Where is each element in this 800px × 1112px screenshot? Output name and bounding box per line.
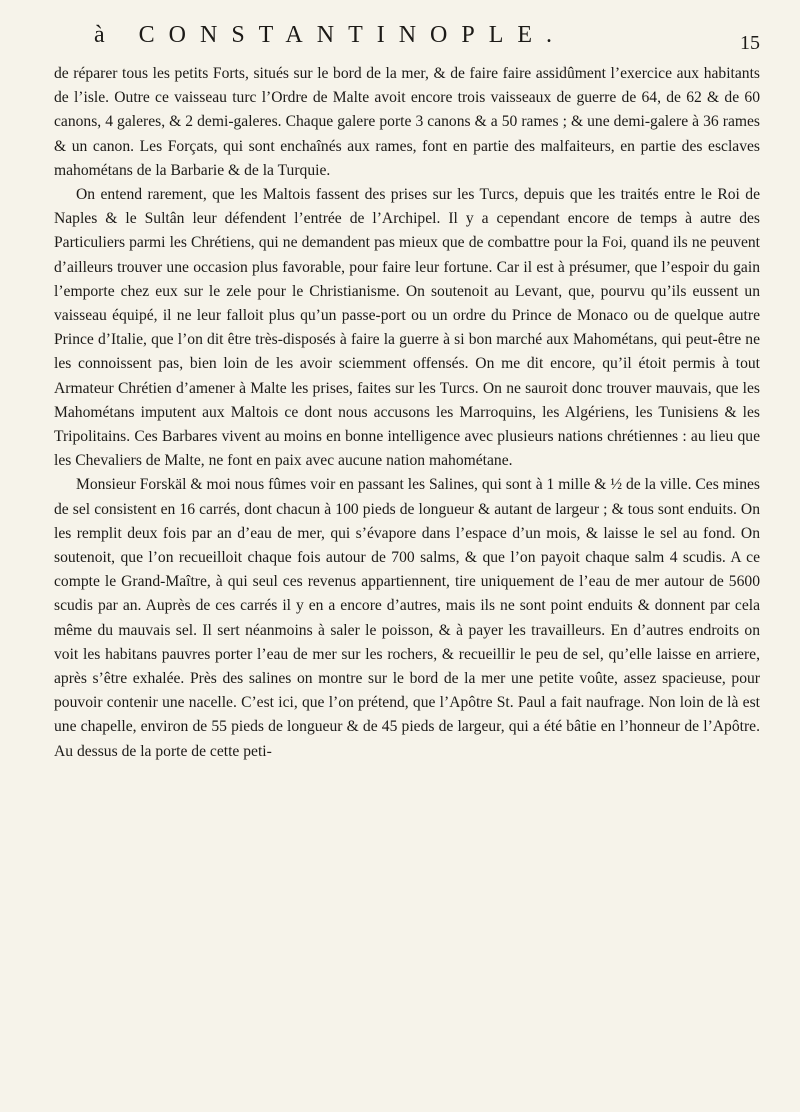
paragraph-1: de réparer tous les petits Forts, situés sur le bord de la mer, & de faire faire assidûment l’exercice aux habitants de l’isle. Outre ce vaisseau turc l’Ordre de Malte avoit encore trois vaisseaux de guerre de 64, de 62 & de 60 canons, 4 galeres, & 2 demi-galeres. Chaque galere porte 3 canons & a 50 rames ; & une demi-galere à 36 rames & un canon. Les Forçats, qui sont enchaînés aux rames, font en partie des malfaiteurs, en partie des esclaves mahométans de la Barbarie & de la Turquie. [54,65,760,179]
body-text [54,62,760,764]
paragraph-2: On entend rarement, que les Maltois fassent des prises sur les Turcs, depuis que les traités entre le Roi de Naples & le Sultân leur défendent l’entrée de l’Archipel. Il y a cependant encore de temps à autre des Particuliers parmi les Chrétiens, qui ne demandent pas mieux que de combattre pour la Foi, quand ils ne peuvent d’ailleurs trouver une occasion plus favorable, pour faire leur fortune. Car il est à présumer, que l’espoir du gain l’emporte chez eux sur le zele pour le Christianisme. On soutenoit au Levant, que, pourvu qu’ils eussent un vaisseau équipé, il ne leur falloit plus qu’un passe-port ou un ordre du Prince de Monaco ou de quelque autre Prince d’Italie, que l’on dit être très-disposés à faire la guerre à si bon marché aux Mahométans, qui peut-être ne les connoissent pas, bien loin de les avoir sciemment offensés. On me dit encore, qu’il étoit permis à tout Armateur Chrétien d’amener à Malte les prises, faites sur les Turcs. On ne sauroit donc trouver mauvais, que les Mahométans imputent aux Maltois ce dont nous accusons les Marroquins, les Algériens, les Tunisiens & les Tripolitains. Ces Barbares vivent au moins en bonne intelligence avec plusieurs nations chrétiennes : au lieu que les Chevaliers de Malte, ne font en paix avec aucune nation mahométane. [54,186,760,470]
running-title: à CONSTANTINOPLE. [94,22,567,48]
paragraph-3: Monsieur Forskäl & moi nous fûmes voir en passant les Salines, qui sont à 1 mille & ½ de la ville. Ces mines de sel consistent en 16 carrés, dont chacun à 100 pieds de longueur & autant de largeur ; & tous sont enduits. On les remplit deux fois par an d’eau de mer, qui s’évapore dans l’espace d’un mois, & laisse le sel au fond. On soutenoit, que l’on recueilloit chaque fois autour de 700 salms, & que l’on payoit chaque salm 4 scudis. A ce compte le Grand-Maître, à qui seul ces revenus appartiennent, tire uniquement de l’eau de mer autour de 5600 scudis par an. Auprès de ces carrés il y en a encore d’autres, mais ils ne sont point enduits & donnent par cela même du mauvais sel. Il sert néanmoins à saler le poisson, & à payer les travailleurs. En d’autres endroits on voit les habitans pauvres porter l’eau de mer sur les rochers, & recueillir le peu de sel, qu’elle laisse en arriere, après s’être exhalée. Près des salines on montre sur le bord de la mer une petite voûte, assez spacieuse, pour pouvoir contenir une nacelle. C’est ici, que l’on prétend, que l’Apôtre St. Paul a fait naufrage. Non loin de là est une chapelle, environ de 55 pieds de longueur & de 45 pieds de largeur, qui a été bâtie en l’honneur de l’Apôtre. Au dessus de la porte de cette peti- [54,476,760,760]
page-number: 15 [740,32,760,54]
running-head [54,18,760,62]
